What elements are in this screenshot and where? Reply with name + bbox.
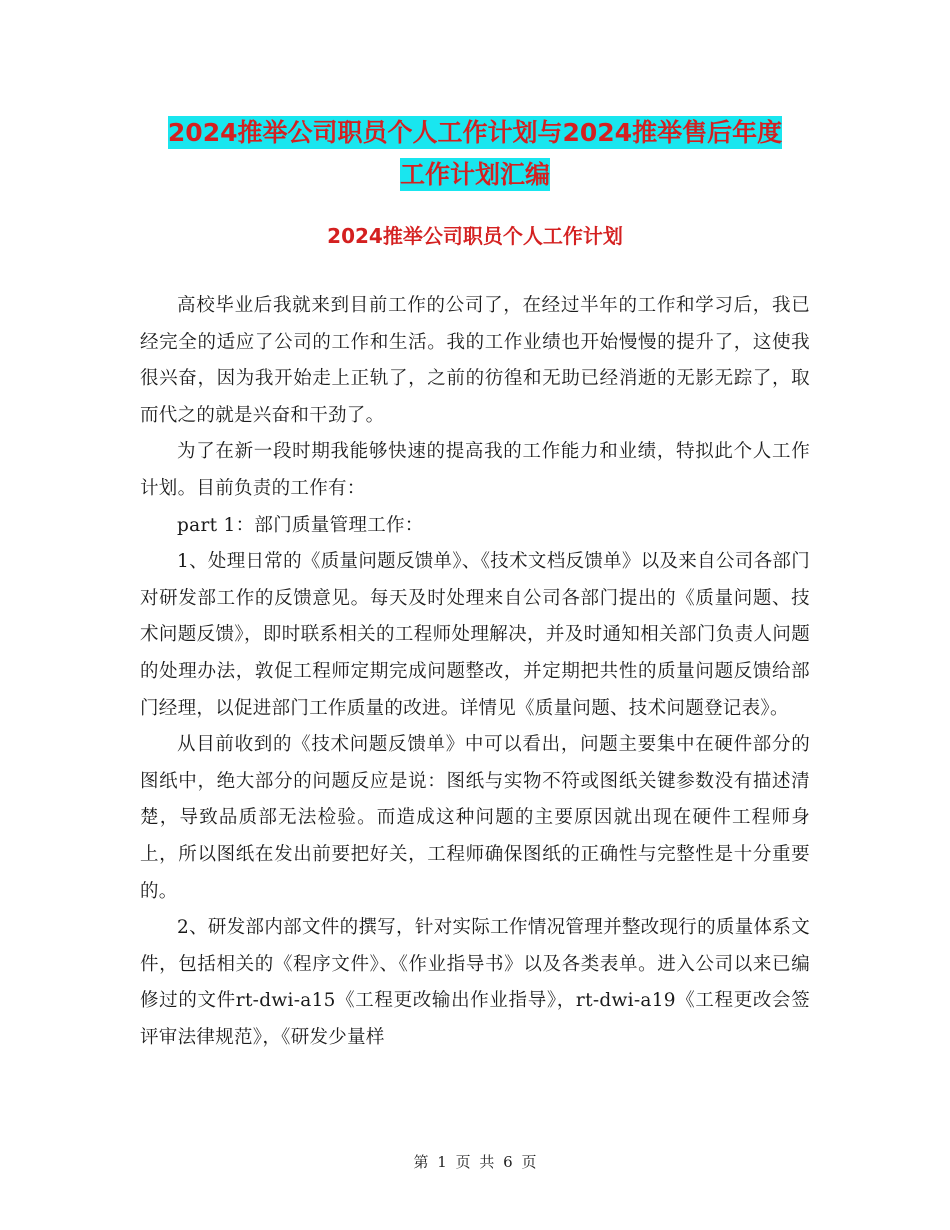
- paragraph: 为了在新一段时期我能够快速的提高我的工作能力和业绩，特拟此个人工作计划。目前负责的工作有：: [140, 441, 810, 499]
- paragraph: 2、研发部内部文件的撰写，针对实际工作情况管理并整改现行的质量体系文件，包括相关的《程序文件》、《作业指导书》以及各类表单。进入公司以来已编修过的文件rt-dwi-a15《工程更改输出作业指导》，rt-dwi-a19《工程更改会签评审法律规范》，《研发少量样: [140, 917, 810, 1048]
- document-title: [140, 112, 810, 196]
- paragraph: 1、处理日常的《质量问题反馈单》、《技术文档反馈单》以及来自公司各部门对研发部工作的反馈意见。每天及时处理来自公司各部门提出的《质量问题、技术问题反馈》，即时联系相关的工程师处理解决，并及时通知相关部门负责人问题的处理办法，敦促工程师定期完成问题整改，并定期把共性的质量问题反馈给部门经理，以促进部门工作质量的改进。详情见《质量问题、技术问题登记表》。: [140, 551, 810, 719]
- title-line-2: 工作计划汇编: [399, 160, 550, 189]
- section-title: 2024推举公司职员个人工作计划: [327, 224, 623, 248]
- title-line-1: 2024推举公司职员个人工作计划与2024推举售后年度: [167, 118, 783, 147]
- document-body: [140, 288, 810, 1056]
- paragraph: part 1：部门质量管理工作：: [177, 514, 424, 536]
- paragraph: 高校毕业后我就来到目前工作的公司了，在经过半年的工作和学习后，我已经完全的适应了公司的工作和生活。我的工作业绩也开始慢慢的提升了，这使我很兴奋，因为我开始走上正轨了，之前的彷徨和无助已经消逝的无影无踪了，取而代之的就是兴奋和干劲了。: [140, 295, 810, 426]
- page-footer: 第 1 页 共 6 页: [413, 1153, 537, 1171]
- paragraph: 从目前收到的《技术问题反馈单》中可以看出，问题主要集中在硬件部分的图纸中，绝大部分的问题反应是说：图纸与实物不符或图纸关键参数没有描述清楚，导致品质部无法检验。而造成这种问题的主要原因就出现在硬件工程师身上，所以图纸在发出前要把好关，工程师确保图纸的正确性与完整性是十分重要的。: [140, 734, 810, 902]
